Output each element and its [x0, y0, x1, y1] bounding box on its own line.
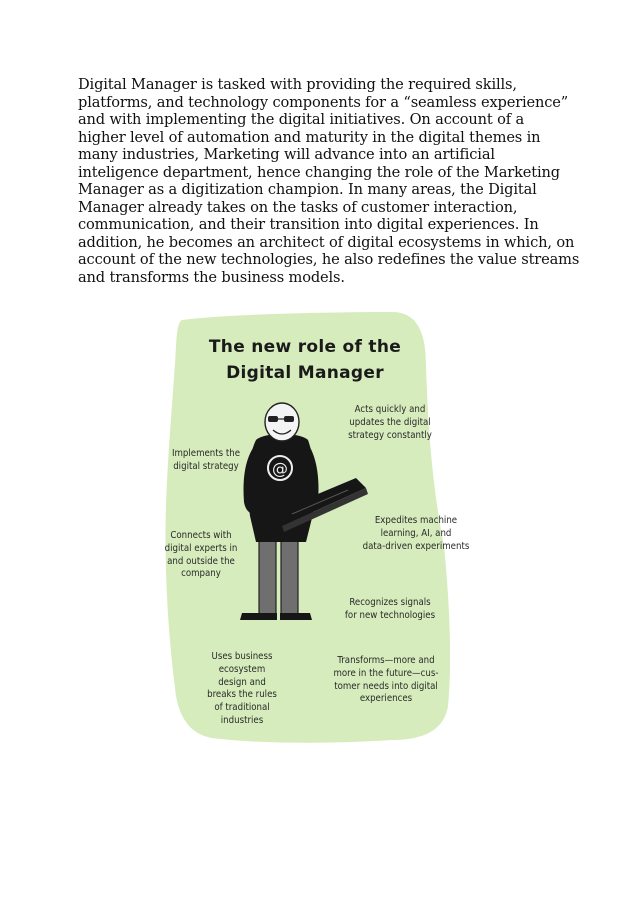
caption-uses-business-ecosystem [200, 651, 284, 728]
caption-line: tomer needs into digital [334, 680, 438, 692]
caption-line: learning, AI, and [380, 527, 452, 539]
paragraph-line: addition, he becomes an architect of digital ecosystems in which, on [78, 233, 575, 251]
paragraph-line: inteligence department, hence changing the role of the Marketing [78, 163, 560, 181]
paragraph-line: communication, and their transition into digital experiences. In [78, 216, 539, 233]
paragraph-line: higher level of automation and maturity in the digital themes in [78, 128, 541, 146]
caption-transforms [330, 655, 442, 706]
paragraph-line: Manager already takes on the tasks of customer interaction, [78, 198, 518, 216]
caption-line: more in the future—cus- [333, 667, 439, 679]
caption-line: digital experts in [164, 542, 238, 554]
paragraph-line: account of the new technologies, he also redefines the value streams [78, 251, 580, 268]
caption-connects [160, 530, 242, 581]
caption-acts-quickly [340, 404, 440, 442]
figure-title [160, 334, 450, 386]
caption-line: experiences [359, 693, 413, 705]
caption-line: updates the digital [349, 416, 431, 428]
caption-line: design and [218, 676, 266, 688]
caption-line: industries [220, 714, 264, 726]
caption-line: data-driven experiments [362, 540, 470, 552]
caption-line: of traditional [214, 702, 270, 714]
paragraph-line: platforms, and technology components for a “seamless experience” [78, 93, 569, 111]
caption-line: Expedites machine [374, 515, 458, 526]
caption-line: digital strategy [173, 460, 239, 472]
caption-line: for new technologies [344, 609, 436, 621]
caption-line: Transforms—more and [337, 655, 435, 666]
caption-line: breaks the rules [207, 689, 277, 701]
caption-line: company [181, 568, 221, 580]
caption-line: ecosystem [218, 663, 266, 675]
caption-recognizes-signals [340, 597, 440, 623]
paragraph-line: many industries, Marketing will advance into an artificial [78, 146, 495, 163]
caption-line: strategy constantly [348, 429, 432, 441]
caption-implements-strategy [166, 448, 246, 474]
caption-line: Implements the [171, 448, 241, 459]
body-paragraph [78, 76, 580, 286]
caption-line: and outside the [167, 555, 235, 567]
figure-title-line: Digital Manager [226, 363, 384, 383]
caption-line: Recognizes signals [349, 597, 431, 608]
caption-expedites [360, 515, 472, 553]
figure-title-line: The new role of the [208, 337, 402, 357]
caption-line: Uses business [211, 651, 273, 662]
paragraph-line: Manager as a digitization champion. In many areas, the Digital [78, 181, 537, 198]
caption-line: Connects with [170, 530, 232, 541]
paragraph-line: and transforms the business models. [78, 268, 345, 286]
paragraph-line: Digital Manager is tasked with providing the required skills, [78, 76, 517, 93]
paragraph-line: and with implementing the digital initiatives. On account of a [78, 111, 525, 128]
digital-manager-illustration [160, 306, 470, 746]
caption-line: Acts quickly and [354, 404, 426, 415]
shirt-at-symbol: @ [272, 459, 288, 478]
